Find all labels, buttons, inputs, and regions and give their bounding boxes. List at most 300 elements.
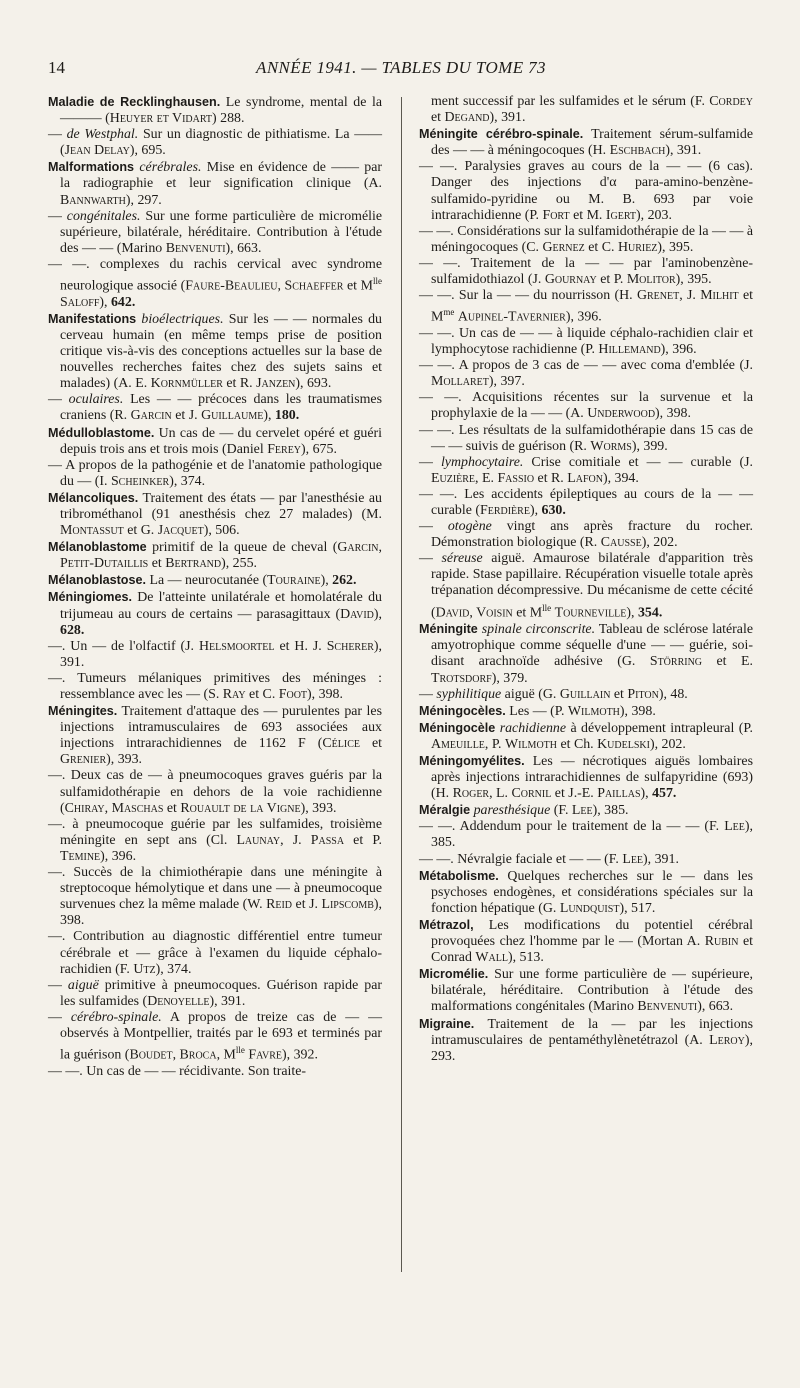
entry-text: ), 391. bbox=[643, 851, 679, 867]
entry-text: et M bbox=[512, 605, 543, 621]
entry-text: Saloff bbox=[60, 294, 100, 310]
entry-text: , E. bbox=[475, 470, 498, 486]
index-entry bbox=[48, 94, 382, 127]
index-entry bbox=[48, 539, 382, 572]
index-entry bbox=[419, 868, 753, 917]
entry-headword: Médulloblastome. bbox=[48, 425, 155, 440]
entry-text: ), 379. bbox=[491, 670, 528, 686]
index-entry bbox=[419, 519, 753, 551]
entry-text: et bbox=[163, 800, 181, 816]
entry-text: — —. Paralysies graves au cours de la — — (6 cas). Danger des injections d'α para-amino-benzène-sulfamido-pyridine ou M. B. 693 par voie intrarachidienne (P. bbox=[419, 159, 753, 223]
entry-text: congénitales. bbox=[66, 208, 141, 224]
entry-text: De l'atteinte unilatérale et homolatérale du trijumeau au cours de certains — parasagittaux ( bbox=[60, 590, 382, 622]
entry-text: Grenier bbox=[60, 752, 107, 768]
entry-text: oculaires. bbox=[68, 392, 124, 408]
entry-text: ), 385. bbox=[592, 803, 629, 819]
entry-text: Jean Delay bbox=[64, 143, 130, 159]
entry-headword: Méningites. bbox=[48, 704, 118, 719]
entry-text: aiguë. Amaurose bilatérale d'apparition très rapide. Stase papillaire. Récupération visuelle totale après trépanation décompressive. Du mécanisme de cette cécité ( bbox=[431, 551, 753, 621]
entry-text: ), 398. bbox=[655, 406, 691, 422]
entry-text: — bbox=[48, 1009, 71, 1025]
entry-text: Janzen bbox=[256, 376, 296, 392]
entry-headword: Méningocèles. bbox=[419, 703, 506, 718]
entry-text: et J. bbox=[171, 408, 202, 424]
entry-text: Touraine bbox=[267, 573, 321, 589]
entry-text: Eschbach bbox=[609, 143, 666, 159]
entry-text: Roger bbox=[452, 786, 490, 802]
entry-text: , M bbox=[216, 1047, 236, 1063]
entry-text: 628. bbox=[60, 622, 85, 638]
entry-text: — bbox=[48, 127, 67, 143]
entry-text: ), bbox=[320, 573, 333, 589]
entry-text: ), bbox=[99, 294, 111, 310]
entry-text: ), 397. bbox=[488, 374, 525, 390]
entry-headword: Mélanoblastose. bbox=[48, 573, 146, 588]
entry-text: Ferdière bbox=[479, 502, 530, 518]
entry-text: ), 391. bbox=[489, 110, 526, 126]
entry-text: Leroy bbox=[709, 1032, 745, 1048]
entry-text: et J. bbox=[292, 897, 322, 913]
index-entry bbox=[419, 94, 753, 126]
entry-text: cérébrales. bbox=[139, 160, 202, 176]
index-entry bbox=[419, 966, 753, 1015]
entry-text: Cornil bbox=[511, 786, 552, 802]
entry-text: Huriez bbox=[617, 239, 658, 255]
entry-text: Garcin, Petit-Dutaillis bbox=[60, 540, 382, 572]
entry-text: Rouault de la Vigne bbox=[180, 800, 301, 816]
entry-text: — —. Addendum pour le traitement de la — — (F. bbox=[419, 819, 725, 835]
entry-text: Traitement de la — par les injections intramusculaires de pentaméthylènetétrazol (A. bbox=[431, 1016, 753, 1048]
entry-text: ), 392. bbox=[282, 1047, 318, 1063]
entry-text: Lundquist bbox=[559, 900, 620, 916]
entry-text: et bbox=[148, 556, 166, 572]
entry-text: Heuyer et Vidart bbox=[109, 111, 213, 127]
right-column bbox=[419, 94, 753, 1065]
entry-text: Rubin bbox=[704, 934, 739, 950]
entry-text: Grenet bbox=[636, 288, 680, 304]
entry-text: Cordey bbox=[709, 94, 753, 109]
entry-text: Un cas de — du cervelet opéré et guéri depuis trois ans et trois mois (Daniel bbox=[60, 425, 382, 457]
entry-text: — bbox=[419, 686, 437, 702]
entry-text: ), 396. bbox=[100, 848, 137, 864]
entry-text: ) 288. bbox=[212, 111, 245, 127]
entry-text: Wall bbox=[475, 950, 508, 966]
entry-text: ), bbox=[529, 502, 542, 518]
entry-headword: Méralgie bbox=[419, 803, 471, 818]
entry-headword: Mélancoliques. bbox=[48, 490, 139, 505]
index-entry bbox=[419, 753, 753, 802]
entry-text: Causse bbox=[600, 535, 642, 551]
entry-text: Jacquet bbox=[157, 523, 204, 539]
entry-text: ), 663. bbox=[225, 240, 262, 256]
entry-text: et E. bbox=[702, 654, 753, 670]
entry-text: ), bbox=[626, 605, 638, 621]
entry-text: Euzière bbox=[431, 470, 476, 486]
entry-text: 354. bbox=[637, 605, 663, 621]
entry-headword: Malformations bbox=[48, 160, 135, 175]
entry-text: et G. bbox=[123, 523, 158, 539]
index-entry bbox=[419, 687, 753, 703]
entry-text: ), 663. bbox=[697, 999, 734, 1015]
entry-headword: Maladie de Recklinghausen. bbox=[48, 95, 221, 109]
entry-text: séreuse bbox=[441, 551, 483, 567]
entry-text: ), 396. bbox=[565, 309, 602, 325]
entry-text: ), 675. bbox=[301, 441, 337, 457]
entry-headword: Migraine. bbox=[419, 1016, 475, 1031]
entry-text: Tourneville bbox=[554, 605, 627, 621]
index-entry bbox=[48, 817, 382, 865]
entry-text: — —. Névralgie faciale et — — (F. bbox=[419, 851, 623, 867]
entry-text: et R. bbox=[222, 376, 257, 392]
index-entry bbox=[48, 311, 382, 392]
entry-text: — —. Acquisitions récentes sur la survenue et la prophylaxie de la — — (A. bbox=[419, 390, 753, 422]
entry-text: Worms bbox=[590, 438, 632, 454]
page-number: 14 bbox=[48, 58, 65, 77]
entry-text: —. Succès de la chimiothérapie dans une méningite à streptocoque hémolytique et dans une — à pneumocoque survenues chez la même malade (W. bbox=[48, 865, 382, 913]
entry-text: Célice bbox=[322, 736, 360, 752]
index-entry bbox=[48, 1064, 382, 1080]
index-entry bbox=[48, 929, 382, 977]
entry-text: rachidienne bbox=[499, 720, 567, 736]
index-entry bbox=[48, 1010, 382, 1064]
entry-text: Underwood bbox=[587, 406, 656, 422]
entry-text: ), 48. bbox=[658, 686, 688, 702]
entry-text: — —. complexes du rachis cervical avec syndrome neurologique associé ( bbox=[48, 256, 382, 294]
entry-text: — —. Les accidents épileptiques au cours de la — — curable ( bbox=[419, 486, 753, 518]
entry-text: ), 391. bbox=[60, 638, 382, 670]
entry-text: ), 517. bbox=[619, 900, 656, 916]
entry-text: David bbox=[340, 606, 374, 622]
entry-text: Wilmoth bbox=[505, 736, 557, 752]
entry-text: primitive à pneumocoques. Guérison rapide par les sulfamides ( bbox=[60, 977, 382, 1009]
entry-headword: Méningiomes. bbox=[48, 590, 132, 605]
index-entry bbox=[48, 589, 382, 638]
entry-headword: Métrazol, bbox=[419, 917, 474, 932]
entry-headword: Métabolisme. bbox=[419, 868, 499, 883]
entry-text: — —. Traitement de la — — par l'aminobenzène-sulfamidothiazol (J. bbox=[419, 255, 753, 288]
entry-headword: Méningite bbox=[419, 622, 478, 637]
entry-text: Boudet, Broca bbox=[129, 1047, 217, 1063]
entry-text: — bbox=[48, 977, 68, 993]
index-entry bbox=[419, 390, 753, 422]
entry-text: ), 513. bbox=[507, 950, 544, 966]
entry-text: lle bbox=[542, 602, 552, 613]
entry-text: 457. bbox=[652, 786, 677, 802]
index-entry bbox=[419, 288, 753, 326]
entry-text: et P. bbox=[344, 832, 382, 848]
entry-text: Milhit bbox=[700, 288, 739, 304]
entry-text: — bbox=[419, 551, 442, 567]
index-entry bbox=[48, 572, 382, 589]
index-entry bbox=[419, 326, 753, 358]
entry-text: ), 374. bbox=[169, 473, 206, 489]
index-entry bbox=[48, 978, 382, 1010]
entry-text: Sur une forme particulière de micromélie supérieure, bilatérale, héréditaire. Contribution à l'étude des — — (Marino bbox=[60, 208, 382, 256]
entry-text: Traitement d'attaque des — purulentes par les injections intramusculaires de 693 associées aux injections intrarachidiennes de 1162 F ( bbox=[60, 704, 382, 752]
entry-text: — —. Sur la — — du nourrisson (H. bbox=[419, 288, 637, 304]
entry-text: Garcin bbox=[130, 408, 172, 424]
entry-text: et M bbox=[343, 278, 374, 294]
entry-text: Guillaume bbox=[201, 408, 264, 424]
entry-text: Passa bbox=[310, 832, 345, 848]
entry-text: Helsmoortel bbox=[198, 638, 275, 654]
entry-text: —. Tumeurs mélaniques primitives des méninges : ressemblance avec les — (S. bbox=[48, 670, 382, 702]
entry-text: ), 202. bbox=[649, 736, 686, 752]
running-title: ANNÉE 1941. — TABLES DU TOME 73 bbox=[256, 58, 546, 77]
entry-text: Igert bbox=[605, 207, 637, 223]
entry-headword: Méningomyélites. bbox=[419, 754, 525, 768]
entry-text: à développement intrapleural (P. bbox=[566, 720, 753, 736]
entry-text: — bbox=[48, 392, 69, 408]
entry-text: David, Voisin bbox=[435, 605, 513, 621]
entry-text: Crise comitiale et — — curable (J. bbox=[523, 454, 753, 470]
entry-text: et Conrad bbox=[431, 934, 753, 966]
entry-text: —. Un — de l'olfactif (J. bbox=[48, 638, 199, 654]
entry-text: , L. bbox=[489, 786, 512, 802]
index-entry bbox=[419, 720, 753, 753]
entry-text: otogène bbox=[447, 519, 492, 535]
entry-text: vingt ans après fracture du rocher. Démonstration biologique (R. bbox=[431, 519, 753, 551]
entry-text: ), bbox=[640, 786, 653, 802]
entry-text: — A propos de la pathogénie et de l'anatomie pathologique du — (I. bbox=[48, 457, 382, 489]
entry-text: ), 297. bbox=[125, 192, 162, 208]
entry-text: Favre bbox=[248, 1047, 283, 1063]
index-entry bbox=[48, 209, 382, 257]
entry-text: ), 393. bbox=[106, 752, 143, 768]
entry-headword: Micromélie. bbox=[419, 967, 489, 982]
index-entry bbox=[48, 639, 382, 671]
entry-text: ), 391. bbox=[665, 143, 702, 159]
entry-text: Aupinel-Tavernier bbox=[457, 309, 566, 325]
index-entry bbox=[419, 224, 753, 256]
entry-text: Temine bbox=[60, 848, 101, 864]
entry-text: Mise en évidence de —— par la radiographie et leur signification clinique ( bbox=[60, 160, 382, 192]
entry-text: ment successif par les sulfamides et le sérum (F. bbox=[431, 94, 710, 109]
entry-text: Scherer bbox=[326, 638, 374, 654]
index-entry bbox=[48, 159, 382, 208]
entry-text: syphilitique bbox=[436, 686, 502, 702]
index-entry bbox=[48, 768, 382, 816]
entry-text: ), 393. bbox=[300, 800, 337, 816]
entry-text: ), 398. bbox=[307, 687, 343, 702]
index-entry bbox=[419, 802, 753, 819]
entry-text: Wilmoth bbox=[567, 703, 620, 719]
entry-text: ), 293. bbox=[431, 1032, 753, 1064]
entry-headword: Manifestations bbox=[48, 311, 137, 326]
entry-text: et P. bbox=[596, 272, 627, 288]
entry-text: ), 395. bbox=[675, 272, 712, 288]
entry-text: Fassio bbox=[497, 470, 535, 486]
entry-text: Benvenuti bbox=[165, 240, 226, 256]
entry-text: , J. bbox=[679, 288, 701, 304]
entry-text: et H. J. bbox=[274, 638, 327, 654]
entry-text: ), 374. bbox=[155, 961, 192, 977]
entry-text: Piton bbox=[627, 686, 659, 702]
entry-text: ), 203. bbox=[636, 207, 672, 223]
entry-text: A propos de treize cas de — — observés à Montpellier, traités par le 693 et terminés par la guérison ( bbox=[60, 1009, 383, 1063]
entry-text: ), 398. bbox=[619, 703, 656, 719]
entry-headword: Méningocèle bbox=[419, 720, 496, 735]
entry-text: et bbox=[610, 686, 628, 702]
entry-text: primitif de la queue de cheval ( bbox=[146, 540, 338, 556]
index-entry bbox=[419, 819, 753, 851]
index-entry bbox=[48, 425, 382, 458]
index-entry bbox=[419, 423, 753, 455]
entry-text: Les — nécrotiques aiguës lombaires après injections intrarachidiennes de sulfapyridine (693) (H. bbox=[431, 754, 753, 802]
entry-text: Gernez bbox=[542, 239, 585, 255]
entry-text: — —. Un cas de — — à liquide céphalo-rachidien clair et lymphocytose rachidienne (P. bbox=[419, 325, 753, 358]
column-divider bbox=[401, 97, 402, 1272]
entry-text: ), 394. bbox=[602, 470, 639, 486]
entry-text: Utz bbox=[133, 961, 156, 977]
entry-text: ), 255. bbox=[221, 556, 257, 572]
entry-text: Bertrand bbox=[165, 556, 222, 572]
entry-text: Mollaret bbox=[431, 374, 489, 390]
entry-text: paresthésique bbox=[473, 803, 551, 819]
entry-text: Sur une forme particulière de — supérieure, bilatérale, héréditaire. Contribution à l'étude des malformations congénitales (Marino bbox=[431, 967, 753, 1015]
entry-text: (F. bbox=[550, 803, 572, 819]
index-entry bbox=[48, 392, 382, 424]
entry-text: de Westphal. bbox=[66, 127, 139, 143]
entry-text: ), 399. bbox=[631, 438, 668, 454]
entry-text: — bbox=[419, 519, 448, 535]
entry-text: Lee bbox=[571, 803, 593, 819]
entry-text: Denoyelle bbox=[147, 993, 210, 1009]
entry-text: Les modifications du potentiel cérébral provoquées chez l'homme par le — (Mortan A. bbox=[431, 917, 753, 950]
entry-text: me bbox=[443, 307, 455, 318]
index-entry bbox=[419, 621, 753, 686]
entry-text: — —. A propos de 3 cas de — — avec coma d'emblée (J. bbox=[419, 358, 753, 374]
entry-text: Traitement des états — par l'anesthésie au tribrométhanol (91 anesthésis chez 27 malades) (M. bbox=[60, 490, 382, 522]
index-entry bbox=[419, 703, 753, 720]
index-entry bbox=[419, 487, 753, 519]
entry-text: Fort bbox=[542, 207, 570, 223]
entry-text: Traitement sérum-sulfamide des — — à méningocoques (H. bbox=[431, 127, 753, 159]
entry-text: ), bbox=[373, 606, 382, 622]
entry-text: Foot bbox=[278, 687, 308, 702]
entry-text: 630. bbox=[541, 502, 566, 518]
entry-text: cérébro-spinale. bbox=[70, 1009, 162, 1025]
entry-text: et M. bbox=[569, 207, 606, 223]
index-entry bbox=[419, 159, 753, 223]
entry-text: Ferey bbox=[267, 441, 302, 457]
entry-text: Sur les — — normales du cerveau humain (en même temps prise de position critique vis-à-vis des conceptions actuelles sur la base de nouvelles recherches faites chez des sujets sains et malades) (A. E. bbox=[60, 311, 382, 392]
entry-text: Kudelski bbox=[597, 736, 650, 752]
page-header bbox=[48, 58, 754, 82]
entry-text: — —. Considérations sur la sulfamidothérapie de la — — à méningocoques (C. bbox=[419, 223, 753, 255]
entry-text: 180. bbox=[274, 408, 300, 424]
index-entry bbox=[419, 126, 753, 159]
index-entry bbox=[419, 256, 753, 288]
entry-text: 262. bbox=[332, 573, 357, 589]
entry-text: , P. bbox=[484, 736, 505, 752]
entry-text: Sur un diagnostic de pithiatisme. La —— ( bbox=[60, 127, 382, 159]
entry-text: — bbox=[419, 454, 441, 470]
entry-text: Degand bbox=[444, 110, 490, 126]
entry-text: et M bbox=[431, 288, 754, 325]
index-entry bbox=[419, 917, 753, 966]
entry-text: Les — (P. bbox=[505, 703, 568, 719]
index-entry bbox=[419, 358, 753, 390]
entry-text: Hillemand bbox=[598, 342, 661, 358]
index-entry bbox=[419, 1016, 753, 1065]
entry-text: lle bbox=[235, 1045, 245, 1056]
index-entry bbox=[419, 852, 753, 868]
entry-text: Montassut bbox=[60, 523, 124, 539]
entry-text: —. Deux cas de — à pneumocoques graves guéris par la sulfamidothérapie en dehors de la voie rachidienne ( bbox=[48, 768, 382, 816]
index-entry bbox=[48, 490, 382, 539]
entry-text: Tableau de sclérose latérale amyotrophique comme séquelle d'une — — guérie, soi-disant arachnoïde adhésive (G. bbox=[431, 622, 753, 670]
entry-text: Reid bbox=[266, 897, 293, 913]
entry-text: ), 506. bbox=[203, 523, 240, 539]
entry-text: Gournay bbox=[544, 272, 597, 288]
entry-text: Kornmüller bbox=[150, 376, 223, 392]
index-entry bbox=[419, 455, 753, 487]
entry-text: ), 391. bbox=[209, 993, 246, 1009]
entry-text: La — neurocutanée ( bbox=[145, 573, 268, 589]
entry-text: Störring bbox=[649, 654, 703, 670]
entry-text: Guillain bbox=[559, 686, 611, 702]
entry-text: Benvenuti bbox=[637, 999, 698, 1015]
entry-text: Lipscomb bbox=[321, 897, 374, 913]
entry-text: spinale circonscrite. bbox=[481, 622, 596, 638]
entry-text: Scheinker bbox=[110, 473, 170, 489]
entry-text: Lee bbox=[622, 851, 644, 867]
entry-text: aiguë (G. bbox=[501, 686, 560, 702]
index-entry bbox=[419, 551, 753, 621]
index-entry bbox=[48, 127, 382, 159]
entry-text: Quelques recherches sur le — dans les psychoses endogènes, et considérations spéciales sur la fonction hépatique (G. bbox=[431, 868, 753, 916]
entry-text: —. à pneumocoque guérie par les sulfamides, troisième méningite en sept ans (Cl. bbox=[48, 816, 382, 848]
entry-text: aiguë bbox=[67, 977, 99, 993]
entry-text: ), 396. bbox=[660, 342, 697, 358]
entry-text: 642. bbox=[110, 294, 136, 310]
entry-text: — bbox=[48, 208, 67, 224]
entry-text: ), 695. bbox=[129, 143, 166, 159]
index-entry bbox=[48, 257, 382, 311]
entry-text: Trotsdorf bbox=[431, 670, 492, 686]
entry-text: Launay bbox=[236, 832, 281, 848]
entry-text: et R. bbox=[534, 470, 568, 486]
entry-text: et C. bbox=[245, 687, 279, 702]
index-entry bbox=[48, 865, 382, 929]
entry-text: ), bbox=[263, 408, 275, 424]
entry-text: —. Contribution au diagnostic différentiel entre tumeur cérébrale et — grâce à l'examen du liquide céphalo-rachidien (F. bbox=[48, 929, 382, 977]
index-entry bbox=[48, 703, 382, 768]
entry-text: Les — — précoces dans les traumatismes craniens (R. bbox=[60, 392, 382, 424]
index-entry bbox=[48, 671, 382, 703]
index-entry bbox=[48, 458, 382, 490]
entry-text: Lafon bbox=[567, 470, 603, 486]
entry-text: ), 395. bbox=[657, 239, 694, 255]
entry-text: Paillas bbox=[597, 786, 641, 802]
entry-text: , J. bbox=[280, 832, 311, 848]
entry-text: ), 385. bbox=[431, 819, 753, 851]
entry-text: Le syndrome, mental de la ——— ( bbox=[60, 95, 383, 127]
entry-text: et J.-E. bbox=[551, 786, 598, 802]
entry-text: et Ch. bbox=[557, 736, 598, 752]
entry-text: ), 202. bbox=[641, 535, 678, 551]
entry-text: Faure-Beaulieu, Schaeffer bbox=[185, 278, 344, 294]
entry-text: ), 693. bbox=[295, 376, 332, 392]
entry-text: Molitor bbox=[626, 272, 676, 288]
entry-text: A. Bannwarth bbox=[60, 176, 382, 208]
entry-headword: Mélanoblastome bbox=[48, 540, 147, 555]
left-column bbox=[48, 94, 382, 1080]
entry-text: ), 398. bbox=[60, 897, 382, 929]
entry-text: lymphocytaire. bbox=[440, 454, 524, 470]
entry-text: Ray bbox=[222, 687, 246, 702]
